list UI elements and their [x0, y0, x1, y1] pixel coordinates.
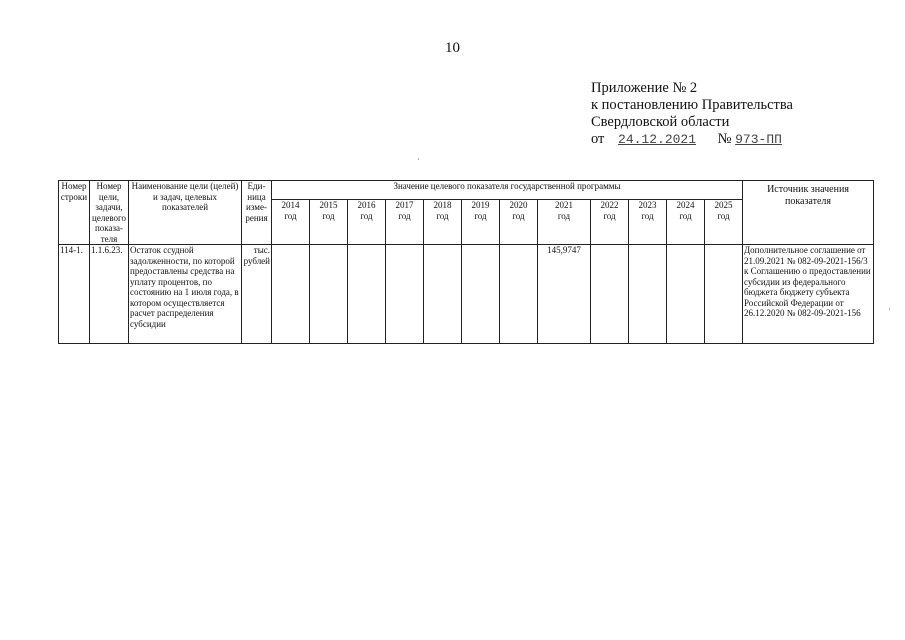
year-header: 2017 год: [386, 200, 424, 245]
value-cell-2021: 145,9747: [538, 245, 591, 344]
value-cell: [386, 245, 424, 344]
appendix-date-line: [591, 131, 813, 148]
year-header: 2019 год: [462, 200, 500, 245]
header-source: Источник значения показателя: [743, 181, 874, 245]
appendix-line3: Свердловской области: [591, 114, 730, 130]
decree-number: 973-ПП: [735, 132, 782, 147]
goal-number: 1.1.6.23.: [90, 245, 129, 344]
year-header: 2015 год: [310, 200, 348, 245]
appendix-title: Приложение № 2: [591, 80, 698, 96]
row-number: 114-1.: [59, 245, 90, 344]
number-prefix: №: [717, 131, 732, 147]
appendix-line2: к постановлению Правительства: [591, 97, 793, 113]
value-cell: [591, 245, 629, 344]
year-header: 2016 год: [348, 200, 386, 245]
year-header: 2021 год: [538, 200, 591, 245]
year-header: 2014 год: [272, 200, 310, 245]
header-goal-number: Номер цели, задачи, целевого показа-теля: [90, 181, 129, 245]
year-header: 2025 год: [705, 200, 743, 245]
value-cell: [629, 245, 667, 344]
table-header-row: [59, 181, 874, 200]
scan-mark: [418, 158, 419, 160]
year-header: 2024 год: [667, 200, 705, 245]
value-cell: [310, 245, 348, 344]
value-cell: [500, 245, 538, 344]
header-name: Наименование цели (целей) и задач, целевых показателей: [129, 181, 242, 245]
header-values-group: Значение целевого показателя государственной программы: [272, 181, 743, 200]
year-header: 2020 год: [500, 200, 538, 245]
year-header: 2023 год: [629, 200, 667, 245]
indicator-source: Дополнительное соглашение от 21.09.2021 № 082-09-2021-156/3 к Соглашению о предоставлении субсидии из федерального бюджета бюджету субъекта Российской Федерации от 26.12.2020 № 082-09-2021-156: [743, 245, 874, 344]
table-row: [59, 245, 874, 344]
header-unit: Еди-ница изме-рения: [242, 181, 272, 245]
decree-date: 24.12.2021: [618, 132, 697, 147]
appendix-block: [591, 80, 813, 148]
page-number: 10: [445, 40, 460, 56]
year-header: 2022 год: [591, 200, 629, 245]
header-row-number: Номер строки: [59, 181, 90, 245]
value-cell: [424, 245, 462, 344]
value-cell: [705, 245, 743, 344]
value-cell: [348, 245, 386, 344]
indicator-unit: тыс. рублей: [242, 245, 272, 344]
scan-mark: [889, 308, 890, 310]
value-cell: [667, 245, 705, 344]
date-prefix: от: [591, 131, 605, 147]
indicator-name: Остаток ссудной задолженности, по которой предоставлены средства на уплату процентов, по состоянию на 1 июля года, в котором осуществляется расчет распределения субсидии: [129, 245, 242, 344]
value-cell: [272, 245, 310, 344]
value-cell: [462, 245, 500, 344]
year-header: 2018 год: [424, 200, 462, 245]
indicators-table: [58, 180, 874, 344]
